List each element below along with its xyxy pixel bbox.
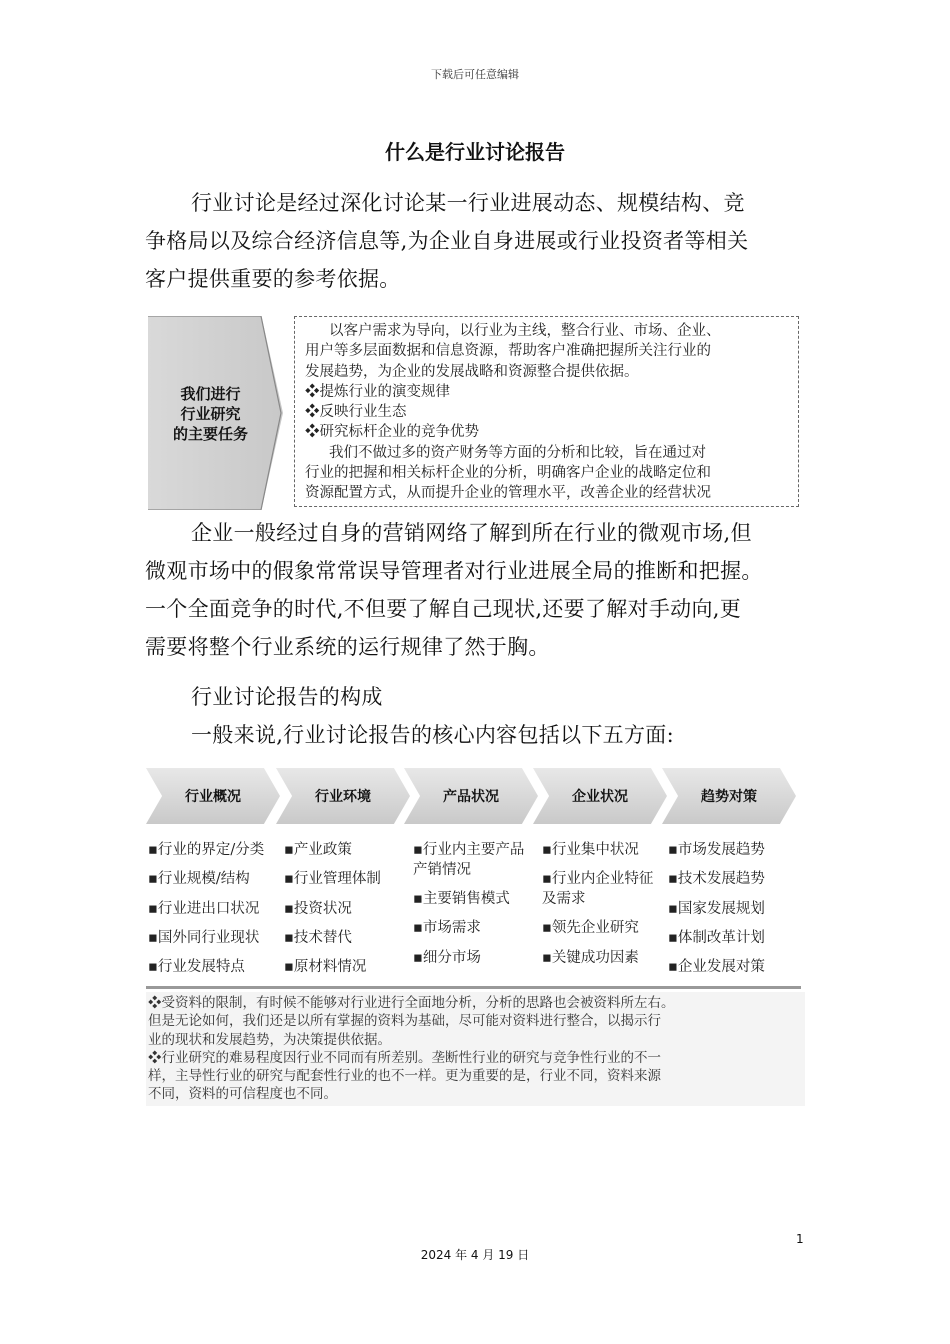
list-item: ▪行业进出口状况 [148,900,260,917]
header-note: 下载后可任意编辑 [431,68,519,81]
note-line: 不同，资料的可信程度也不同。 [148,1086,337,1103]
chevron-label: 行业环境 [315,789,371,805]
note-line: ❖行业研究的难易程度因行业不同而有所差别。垄断性行业的研究与竞争性行业的不一 [148,1049,661,1066]
list-item: ▪技术替代 [284,929,352,946]
list-item: ▪关键成功因素 [542,949,639,966]
chevron-label: 行业概况 [185,789,241,805]
list-item: ▪投资状况 [284,900,352,917]
paragraph-line: 一般来说,行业讨论报告的核心内容包括以下五方面: [191,723,674,747]
column-industry-overview [148,836,283,982]
box-line: 用户等多层面数据和信息资源，帮助客户准确把握所关注行业的 [305,343,711,360]
page-number: 1 [796,1232,804,1246]
list-item: ▪国外同行业现状 [148,929,260,946]
list-item: ▪原材料情况 [284,959,367,976]
list-item: ▪国家发展规划 [668,900,765,917]
note-line: 业的现状和发展趋势，为决策提供依据。 [148,1031,391,1048]
note-line: 但是无论如何，我们还是以所有掌握的资料为基础，尽可能对资料进行整合，以揭示行 [148,1013,661,1030]
report-components-figure [146,764,806,1124]
box-line: 资源配置方式，从而提升企业的管理水平，改善企业的经营状况 [305,485,711,502]
subheading-block [145,678,815,754]
document-title: 什么是行业讨论报告 [385,140,565,164]
list-item: ▪市场需求 [413,920,481,937]
column-industry-environment [284,836,404,982]
list-item: ▪行业集中状况 [542,842,639,858]
paragraph-line: 微观市场中的假象常常误导管理者对行业进展全局的推断和把握。 [145,559,763,583]
list-item: ▪行业管理体制 [284,871,381,888]
intro-paragraph [145,184,815,298]
arrow-label-line: 行业研究 [180,405,241,423]
arrow-label-line: 我们进行 [180,385,241,403]
box-line: 以客户需求为导向，以行业为主线，整合行业、市场、企业、 [329,323,721,339]
list-item: ▪主要销售模式 [413,891,510,907]
market-paragraph [145,514,815,666]
list-item: ▪领先企业研究 [542,920,639,937]
notes-block [146,992,805,1106]
paragraph-line: 争格局以及综合经济信息等,为企业自身进展或行业投资者等相关 [145,229,749,253]
paragraph-line: 需要将整个行业系统的运行规律了然于胸。 [145,635,550,659]
arrow-label [148,384,273,444]
list-item: ▪产业政策 [284,842,352,858]
list-item: ▪行业发展特点 [148,959,245,976]
list-item: ▪体制改革计划 [668,929,765,946]
list-item: ▪行业的界定/分类 [148,842,265,858]
list-item: ▪市场发展趋势 [668,842,765,858]
paragraph-line: 企业一般经过自身的营销网络了解到所在行业的微观市场,但 [191,521,752,545]
list-item: ▪企业发展对策 [668,959,765,976]
bullet-item: ❖研究标杆企业的竞争优势 [305,424,479,441]
list-item: ▪行业内主要产品产销情况 [413,842,525,878]
column-product-status [413,836,528,973]
box-line: 我们不做过多的资产财务等方面的分析和比较，旨在通过对 [329,444,706,461]
list-item: ▪技术发展趋势 [668,871,765,888]
bullet-item: ❖反映行业生态 [305,404,407,421]
arrow-label-line: 的主要任务 [172,425,248,443]
divider [146,986,801,989]
research-tasks-figure [148,312,803,512]
tasks-description-box [294,316,799,507]
paragraph-line: 行业讨论是经过深化讨论某一行业进展动态、规模结构、竞 [191,191,745,215]
bullet-item: ❖提炼行业的演变规律 [305,383,450,400]
note-line: ❖受资料的限制，有时候不能够对行业进行全面地分析，分析的思路也会被资料所左右。 [148,995,675,1011]
list-item: ▪行业规模/结构 [148,871,250,888]
paragraph-line: 客户提供重要的参考依据。 [145,267,401,291]
note-line: 样，主导性行业的研究与配套性行业的也不一样。更为重要的是，行业不同，资料来源 [148,1068,661,1085]
footer-date: 2024 年 4 月 19 日 [420,1248,530,1262]
chevron-label: 趋势对策 [701,789,757,805]
box-line: 行业的把握和相关标杆企业的分析，明确客户企业的战略定位和 [305,465,711,482]
list-item: ▪细分市场 [413,949,481,966]
list-item: ▪行业内企业特征及需求 [542,871,654,908]
box-line: 发展趋势，为企业的发展战略和资源整合提供依据。 [305,363,639,380]
paragraph-line: 一个全面竞争的时代,不但要了解自己现状,还要了解对手动向,更 [145,597,742,621]
chevron-label: 产品状况 [443,789,499,805]
column-trends-strategies [668,836,803,982]
chevron-label: 企业状况 [572,789,628,805]
section-subheading: 行业讨论报告的构成 [191,685,383,709]
column-enterprise-status [542,836,654,973]
